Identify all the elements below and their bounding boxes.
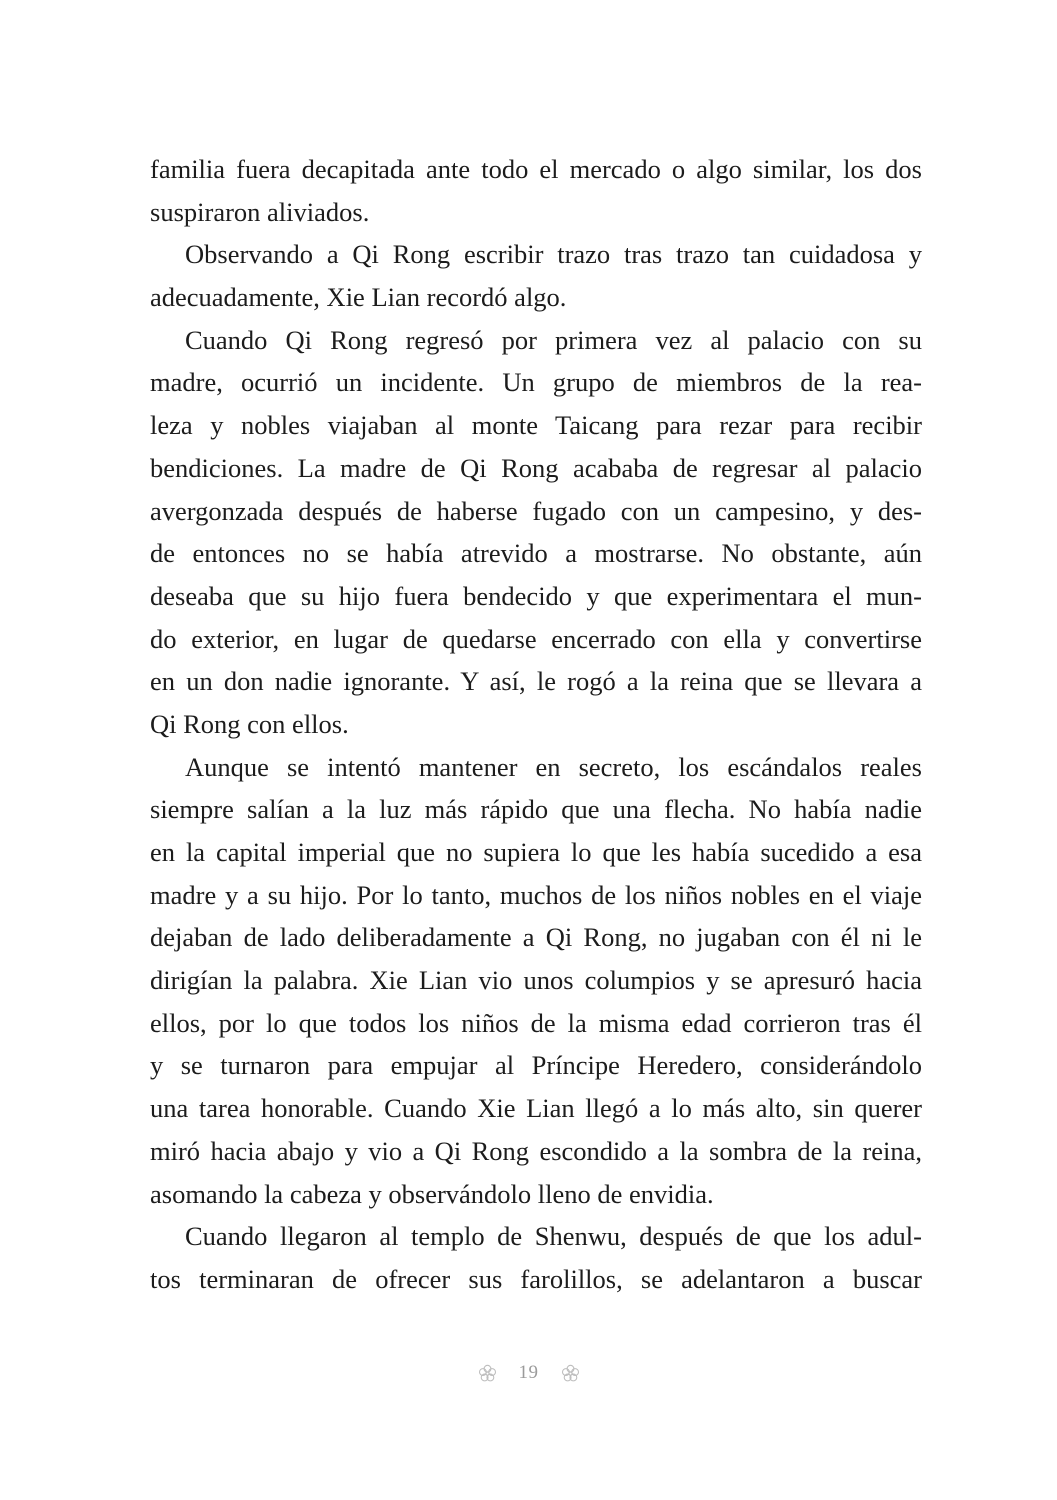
text-line: ellos, por lo que todos los niños de la misma edad corrieron tras él — [150, 1007, 922, 1038]
text-line: dirigían la palabra. Xie Lian vio unos columpios y se apresuró hacia — [150, 965, 922, 996]
text-line: bendiciones. La madre de Qi Rong acababa de regresar al palacio — [150, 452, 922, 483]
text-line: en un don nadie ignorante. Y así, le rogó a la reina que se llevara a — [150, 666, 922, 697]
text-line: una tarea honorable. Cuando Xie Lian llegó a lo más alto, sin querer — [150, 1093, 922, 1124]
text-line: de entonces no se había atrevido a mostrarse. No obstante, aún — [150, 538, 922, 569]
text-line: madre, ocurrió un incidente. Un grupo de miembros de la rea- — [150, 367, 922, 398]
body-text — [150, 148, 922, 1301]
text-line: siempre salían a la luz más rápido que una flecha. No había nadie — [150, 794, 922, 825]
text-line: Aunque se intentó mantener en secreto, los escándalos reales — [185, 751, 922, 782]
text-line: dejaban de lado deliberadamente a Qi Rong, no jugaban con él ni le — [150, 922, 922, 953]
text-line: tos terminaran de ofrecer sus farolillos, se adelantaron a buscar — [150, 1263, 922, 1294]
text-line: madre y a su hijo. Por lo tanto, muchos de los niños nobles en el viaje — [150, 879, 922, 910]
text-line: Cuando llegaron al templo de Shenwu, después de que los adul- — [185, 1221, 922, 1252]
text-line: deseaba que su hijo fuera bendecido y que experimentara el mun- — [150, 580, 922, 611]
text-line: adecuadamente, Xie Lian recordó algo. — [150, 282, 567, 313]
text-line: suspiraron aliviados. — [150, 196, 370, 227]
text-line: Observando a Qi Rong escribir trazo tras trazo tan cuidadosa y — [185, 239, 922, 270]
text-line: leza y nobles viajaban al monte Taicang para rezar para recibir — [150, 410, 922, 441]
text-line: do exterior, en lugar de quedarse encerrado con ella y convertirse — [150, 623, 922, 654]
page-footer — [0, 1358, 1057, 1388]
flower-icon — [478, 1364, 497, 1383]
text-line: miró hacia abajo y vio a Qi Rong escondido a la sombra de la reina, — [150, 1135, 922, 1166]
flower-icon — [561, 1364, 580, 1383]
text-line: Cuando Qi Rong regresó por primera vez al palacio con su — [185, 324, 922, 355]
text-line: avergonzada después de haberse fugado con un campesino, y des- — [150, 495, 922, 526]
text-line: asomando la cabeza y observándolo lleno de envidia. — [150, 1178, 714, 1209]
text-line: y se turnaron para empujar al Príncipe Heredero, considerándolo — [150, 1050, 922, 1081]
text-line: Qi Rong con ellos. — [150, 708, 349, 739]
page-number: 19 — [518, 1362, 539, 1383]
text-line: en la capital imperial que no supiera lo que les había sucedido a esa — [150, 837, 922, 867]
text-line: familia fuera decapitada ante todo el mercado o algo similar, los dos — [150, 154, 922, 184]
